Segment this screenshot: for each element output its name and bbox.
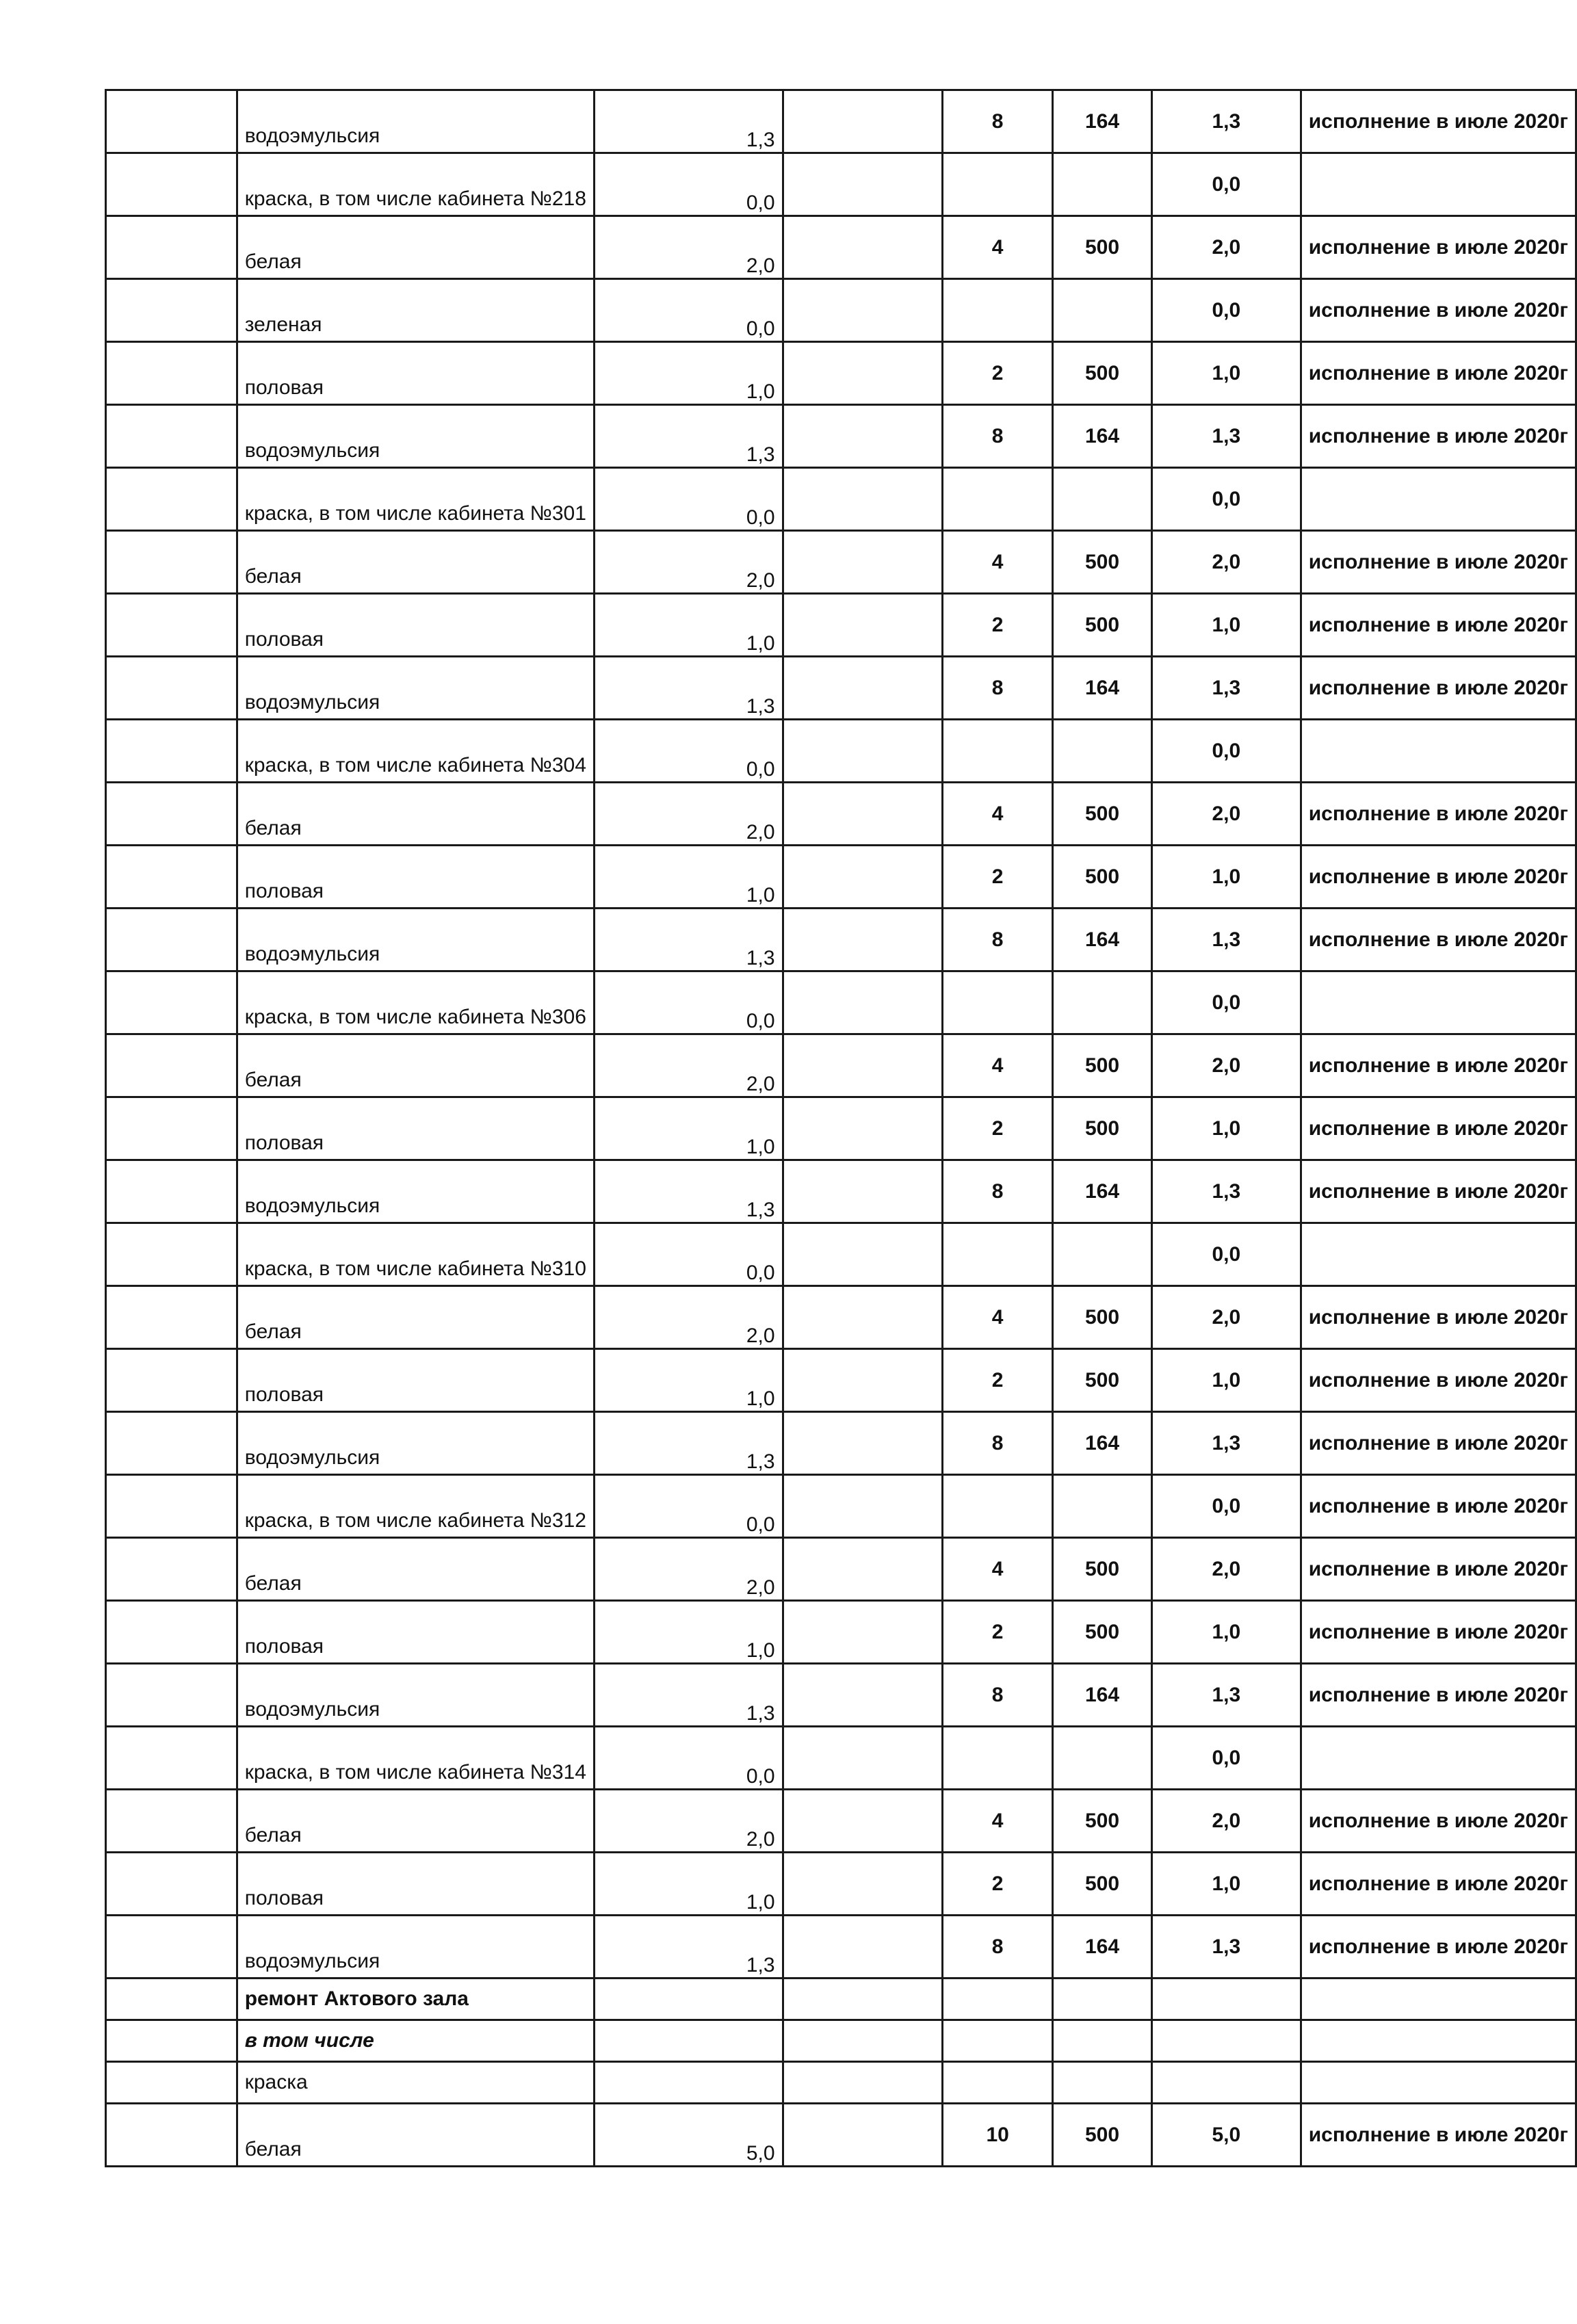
cell-c3: [783, 1790, 943, 1853]
cell-qty: 1,3: [594, 1160, 783, 1223]
table-row: [106, 405, 1576, 468]
cell-note: исполнение в июле 2020г: [1301, 783, 1576, 846]
cell-name: водоэмульсия: [237, 1412, 594, 1475]
cell-index: [106, 405, 237, 468]
cell-name: белая: [237, 1286, 594, 1349]
cell-index: [106, 594, 237, 657]
table-row: [106, 1853, 1576, 1916]
cell-c4: 2: [943, 594, 1053, 657]
cell-c4: [943, 1475, 1053, 1538]
cell-c5: 164: [1053, 657, 1152, 720]
cell-c5: 500: [1053, 846, 1152, 909]
table-row: [106, 657, 1576, 720]
cell-qty: 1,0: [594, 1601, 783, 1664]
cell-name: белая: [237, 2104, 594, 2167]
cell-name: краска, в том числе кабинета №312: [237, 1475, 594, 1538]
cell-c5: [1053, 971, 1152, 1034]
cell-c4: [943, 1223, 1053, 1286]
cell-c6: 0,0: [1151, 279, 1301, 342]
cell-c6: 2,0: [1151, 1538, 1301, 1601]
cell-c6: 5,0: [1151, 2104, 1301, 2167]
section-title-row: [106, 1979, 1576, 2020]
cell-note: исполнение в июле 2020г: [1301, 1790, 1576, 1853]
cell-c6: 2,0: [1151, 1034, 1301, 1097]
cell-note: исполнение в июле 2020г: [1301, 1034, 1576, 1097]
cell-c6: 1,3: [1151, 657, 1301, 720]
table-row: [106, 1664, 1576, 1727]
cell-c3: [783, 971, 943, 1034]
cell-index: [106, 1034, 237, 1097]
section-item-row: [106, 2062, 1576, 2104]
cell-note: исполнение в июле 2020г: [1301, 657, 1576, 720]
cell-c5: 500: [1053, 531, 1152, 594]
cell-c3: [783, 1286, 943, 1349]
cell-index: [106, 783, 237, 846]
cell-c6: 1,0: [1151, 342, 1301, 405]
cell-c3: [783, 657, 943, 720]
cell-qty: 1,3: [594, 90, 783, 153]
cell-c3: [783, 90, 943, 153]
cell-c6: 1,3: [1151, 1412, 1301, 1475]
cell-c5: 500: [1053, 1034, 1152, 1097]
cell-note: исполнение в июле 2020г: [1301, 1475, 1576, 1538]
cell-c4: 4: [943, 531, 1053, 594]
cell-qty: 1,3: [594, 657, 783, 720]
cell-qty: 1,3: [594, 405, 783, 468]
cell-c3: [783, 531, 943, 594]
cell-c3: [783, 216, 943, 279]
cell-c3: [783, 279, 943, 342]
cell-c6: 1,0: [1151, 846, 1301, 909]
cell-name: краска, в том числе кабинета №218: [237, 153, 594, 216]
cell-c5: [1053, 1223, 1152, 1286]
cell-c5: 500: [1053, 2104, 1152, 2167]
cell-c3: [783, 909, 943, 971]
cell-qty: 2,0: [594, 531, 783, 594]
cell-qty: 1,3: [594, 1412, 783, 1475]
cell-c3: [783, 720, 943, 783]
cell-c5: [1053, 153, 1152, 216]
cell-note: исполнение в июле 2020г: [1301, 594, 1576, 657]
cell-name: водоэмульсия: [237, 1160, 594, 1223]
table-row: [106, 279, 1576, 342]
cell-note: исполнение в июле 2020г: [1301, 1916, 1576, 1979]
cell-name: водоэмульсия: [237, 405, 594, 468]
table-row: [106, 1727, 1576, 1790]
table-row: [106, 1790, 1576, 1853]
cell-c5: 164: [1053, 405, 1152, 468]
cell-c5: 500: [1053, 1853, 1152, 1916]
cell-c3: [783, 1916, 943, 1979]
cell-c3: [783, 846, 943, 909]
table-row: [106, 2104, 1576, 2167]
cell-name: половая: [237, 594, 594, 657]
cell-c6: 1,3: [1151, 1664, 1301, 1727]
cell-c6: 1,3: [1151, 1916, 1301, 1979]
cell-name: половая: [237, 1853, 594, 1916]
cell-name: половая: [237, 1601, 594, 1664]
section-item: краска: [237, 2062, 594, 2104]
cell-note: исполнение в июле 2020г: [1301, 1538, 1576, 1601]
cell-index: [106, 1664, 237, 1727]
cell-qty: 1,0: [594, 342, 783, 405]
section-body: [106, 1979, 1576, 2167]
cell-c4: 2: [943, 1097, 1053, 1160]
cell-c6: 1,3: [1151, 1160, 1301, 1223]
cell-index: [106, 1979, 237, 2020]
cell-c4: [943, 720, 1053, 783]
cell-index: [106, 657, 237, 720]
cell-c5: 500: [1053, 1349, 1152, 1412]
cell-index: [106, 1223, 237, 1286]
cell-name: половая: [237, 1349, 594, 1412]
cell-c6: 2,0: [1151, 783, 1301, 846]
cell-index: [106, 1160, 237, 1223]
cell-qty: 0,0: [594, 1223, 783, 1286]
cell-c5: [1053, 279, 1152, 342]
cell-c3: [783, 1160, 943, 1223]
cell-c3: [783, 1349, 943, 1412]
cell-c3: [783, 1223, 943, 1286]
cell-c4: 8: [943, 405, 1053, 468]
cell-c5: 164: [1053, 909, 1152, 971]
cell-c4: 2: [943, 342, 1053, 405]
cell-note: исполнение в июле 2020г: [1301, 531, 1576, 594]
table-row: [106, 846, 1576, 909]
cell-note: [1301, 720, 1576, 783]
cell-note: исполнение в июле 2020г: [1301, 1286, 1576, 1349]
cell-c4: [943, 279, 1053, 342]
cell-c4: 2: [943, 846, 1053, 909]
cell-index: [106, 1790, 237, 1853]
cell-c5: 500: [1053, 1097, 1152, 1160]
cell-c6: 2,0: [1151, 216, 1301, 279]
cell-c4: 4: [943, 1286, 1053, 1349]
cell-c3: [783, 1853, 943, 1916]
cell-c5: 500: [1053, 1538, 1152, 1601]
cell-qty: 2,0: [594, 1286, 783, 1349]
cell-qty: 0,0: [594, 1727, 783, 1790]
cell-note: [1301, 971, 1576, 1034]
cell-qty: 1,3: [594, 909, 783, 971]
cell-c6: 1,0: [1151, 594, 1301, 657]
cell-c5: 164: [1053, 1412, 1152, 1475]
cell-name: водоэмульсия: [237, 657, 594, 720]
cell-note: исполнение в июле 2020г: [1301, 909, 1576, 971]
cell-name: краска, в том числе кабинета №314: [237, 1727, 594, 1790]
cell-c4: 4: [943, 783, 1053, 846]
table-row: [106, 1412, 1576, 1475]
cell-c5: 164: [1053, 1664, 1152, 1727]
cell-name: белая: [237, 1034, 594, 1097]
cell-note: исполнение в июле 2020г: [1301, 279, 1576, 342]
cell-c4: 4: [943, 1538, 1053, 1601]
cell-index: [106, 720, 237, 783]
cell-index: [106, 216, 237, 279]
cell-note: исполнение в июле 2020г: [1301, 216, 1576, 279]
cell-c5: 164: [1053, 90, 1152, 153]
cell-c6: 0,0: [1151, 1727, 1301, 1790]
table-row: [106, 909, 1576, 971]
cell-note: [1301, 153, 1576, 216]
table-row: [106, 783, 1576, 846]
cell-c3: [783, 783, 943, 846]
cell-c3: [783, 405, 943, 468]
cell-c4: 2: [943, 1349, 1053, 1412]
cell-name: белая: [237, 1538, 594, 1601]
cell-qty: 1,0: [594, 594, 783, 657]
cell-name: водоэмульсия: [237, 1664, 594, 1727]
cell-c5: 500: [1053, 342, 1152, 405]
cell-note: исполнение в июле 2020г: [1301, 1349, 1576, 1412]
cell-index: [106, 1538, 237, 1601]
cell-c4: 2: [943, 1601, 1053, 1664]
cell-name: водоэмульсия: [237, 1916, 594, 1979]
cell-name: половая: [237, 846, 594, 909]
table-row: [106, 1223, 1576, 1286]
cell-c4: 8: [943, 1916, 1053, 1979]
cell-c3: [783, 1034, 943, 1097]
table-row: [106, 1601, 1576, 1664]
cell-index: [106, 531, 237, 594]
table-row: [106, 216, 1576, 279]
cell-note: исполнение в июле 2020г: [1301, 1097, 1576, 1160]
cell-name: водоэмульсия: [237, 90, 594, 153]
cell-c4: [943, 1727, 1053, 1790]
cell-c3: [783, 2104, 943, 2167]
cell-index: [106, 153, 237, 216]
cell-c3: [783, 1475, 943, 1538]
cell-c5: 164: [1053, 1160, 1152, 1223]
cell-note: исполнение в июле 2020г: [1301, 846, 1576, 909]
table-row: [106, 1475, 1576, 1538]
cell-note: исполнение в июле 2020г: [1301, 2104, 1576, 2167]
cell-index: [106, 1475, 237, 1538]
cell-index: [106, 971, 237, 1034]
cell-c6: 2,0: [1151, 531, 1301, 594]
cell-qty: 1,0: [594, 846, 783, 909]
cell-note: исполнение в июле 2020г: [1301, 342, 1576, 405]
cell-c5: [1053, 468, 1152, 531]
table-row: [106, 1034, 1576, 1097]
cell-c6: 1,0: [1151, 1097, 1301, 1160]
cell-name: зеленая: [237, 279, 594, 342]
cell-qty: 2,0: [594, 1034, 783, 1097]
cell-c6: 0,0: [1151, 720, 1301, 783]
cell-c4: 4: [943, 1790, 1053, 1853]
cell-index: [106, 90, 237, 153]
cell-qty: 2,0: [594, 783, 783, 846]
cell-index: [106, 342, 237, 405]
cell-qty: 0,0: [594, 971, 783, 1034]
cell-index: [106, 909, 237, 971]
cell-qty: 2,0: [594, 1538, 783, 1601]
cell-c4: [943, 153, 1053, 216]
cell-c3: [783, 594, 943, 657]
table-row: [106, 971, 1576, 1034]
cell-note: исполнение в июле 2020г: [1301, 90, 1576, 153]
table-row: [106, 1538, 1576, 1601]
table-row: [106, 342, 1576, 405]
cell-c6: 0,0: [1151, 1475, 1301, 1538]
cell-name: водоэмульсия: [237, 909, 594, 971]
cell-index: [106, 468, 237, 531]
cell-qty: 5,0: [594, 2104, 783, 2167]
section-subtitle: в том числе: [237, 2020, 594, 2062]
cell-c6: 0,0: [1151, 153, 1301, 216]
cell-qty: 0,0: [594, 279, 783, 342]
cell-c6: 0,0: [1151, 971, 1301, 1034]
cell-name: краска, в том числе кабинета №310: [237, 1223, 594, 1286]
cell-c3: [783, 1538, 943, 1601]
cell-index: [106, 846, 237, 909]
cell-index: [106, 1727, 237, 1790]
cell-qty: 0,0: [594, 1475, 783, 1538]
table-row: [106, 1916, 1576, 1979]
cell-c5: 500: [1053, 216, 1152, 279]
cell-c5: 500: [1053, 1286, 1152, 1349]
cell-c4: [943, 971, 1053, 1034]
cell-index: [106, 2104, 237, 2167]
cell-c6: 2,0: [1151, 1790, 1301, 1853]
cell-index: [106, 1286, 237, 1349]
cell-name: краска, в том числе кабинета №301: [237, 468, 594, 531]
cell-index: [106, 1349, 237, 1412]
cell-c6: 1,0: [1151, 1601, 1301, 1664]
cell-c4: 8: [943, 1160, 1053, 1223]
cell-name: белая: [237, 216, 594, 279]
cell-c5: 500: [1053, 1601, 1152, 1664]
cell-c6: 1,3: [1151, 90, 1301, 153]
cell-c5: 500: [1053, 783, 1152, 846]
cell-c5: 500: [1053, 594, 1152, 657]
cell-name: белая: [237, 783, 594, 846]
cell-c4: 2: [943, 1853, 1053, 1916]
table-row: [106, 531, 1576, 594]
cell-c6: 0,0: [1151, 468, 1301, 531]
cell-c3: [783, 1664, 943, 1727]
cell-c4: 10: [943, 2104, 1053, 2167]
table-row: [106, 1349, 1576, 1412]
cell-c5: [1053, 1475, 1152, 1538]
cell-qty: 2,0: [594, 216, 783, 279]
table-row: [106, 720, 1576, 783]
cell-note: [1301, 468, 1576, 531]
cell-note: исполнение в июле 2020г: [1301, 1601, 1576, 1664]
cell-name: белая: [237, 1790, 594, 1853]
cell-c3: [783, 342, 943, 405]
materials-table: [105, 89, 1577, 2167]
cell-index: [106, 2020, 237, 2062]
cell-c3: [783, 468, 943, 531]
cell-index: [106, 1601, 237, 1664]
cell-c6: 1,0: [1151, 1349, 1301, 1412]
cell-index: [106, 1097, 237, 1160]
cell-index: [106, 1412, 237, 1475]
cell-qty: 1,0: [594, 1097, 783, 1160]
cell-c3: [783, 153, 943, 216]
cell-qty: 1,3: [594, 1664, 783, 1727]
cell-qty: 1,0: [594, 1853, 783, 1916]
cell-c4: 8: [943, 909, 1053, 971]
cell-c3: [783, 1727, 943, 1790]
table-row: [106, 594, 1576, 657]
cell-note: исполнение в июле 2020г: [1301, 1412, 1576, 1475]
cell-index: [106, 2062, 237, 2104]
cell-qty: 0,0: [594, 153, 783, 216]
cell-c6: 1,0: [1151, 1853, 1301, 1916]
cell-note: [1301, 1727, 1576, 1790]
cell-c6: 1,3: [1151, 405, 1301, 468]
cell-qty: 1,0: [594, 1349, 783, 1412]
cell-c4: [943, 468, 1053, 531]
cell-name: половая: [237, 1097, 594, 1160]
cell-name: половая: [237, 342, 594, 405]
cell-c4: 4: [943, 216, 1053, 279]
cell-note: исполнение в июле 2020г: [1301, 405, 1576, 468]
cell-c3: [783, 1097, 943, 1160]
cell-name: белая: [237, 531, 594, 594]
cell-c4: 8: [943, 657, 1053, 720]
table-body: [106, 90, 1576, 1979]
cell-qty: 0,0: [594, 720, 783, 783]
cell-c5: 500: [1053, 1790, 1152, 1853]
cell-c4: 8: [943, 90, 1053, 153]
table-row: [106, 1286, 1576, 1349]
table-row: [106, 1160, 1576, 1223]
cell-c6: 1,3: [1151, 909, 1301, 971]
cell-note: [1301, 1223, 1576, 1286]
cell-name: краска, в том числе кабинета №304: [237, 720, 594, 783]
table-row: [106, 468, 1576, 531]
cell-c5: [1053, 720, 1152, 783]
table-row: [106, 90, 1576, 153]
section-subtitle-row: [106, 2020, 1576, 2062]
cell-index: [106, 1916, 237, 1979]
cell-c6: 0,0: [1151, 1223, 1301, 1286]
cell-c6: 2,0: [1151, 1286, 1301, 1349]
cell-qty: 2,0: [594, 1790, 783, 1853]
cell-note: исполнение в июле 2020г: [1301, 1664, 1576, 1727]
section-title: ремонт Актового зала: [237, 1979, 594, 2020]
table-row: [106, 153, 1576, 216]
cell-note: исполнение в июле 2020г: [1301, 1853, 1576, 1916]
cell-index: [106, 1853, 237, 1916]
cell-c5: [1053, 1727, 1152, 1790]
cell-name: краска, в том числе кабинета №306: [237, 971, 594, 1034]
cell-c4: 4: [943, 1034, 1053, 1097]
cell-c3: [783, 1412, 943, 1475]
cell-note: исполнение в июле 2020г: [1301, 1160, 1576, 1223]
cell-c5: 164: [1053, 1916, 1152, 1979]
cell-qty: 0,0: [594, 468, 783, 531]
cell-index: [106, 279, 237, 342]
cell-c4: 8: [943, 1664, 1053, 1727]
cell-c3: [783, 1601, 943, 1664]
table-row: [106, 1097, 1576, 1160]
cell-qty: 1,3: [594, 1916, 783, 1979]
cell-c4: 8: [943, 1412, 1053, 1475]
